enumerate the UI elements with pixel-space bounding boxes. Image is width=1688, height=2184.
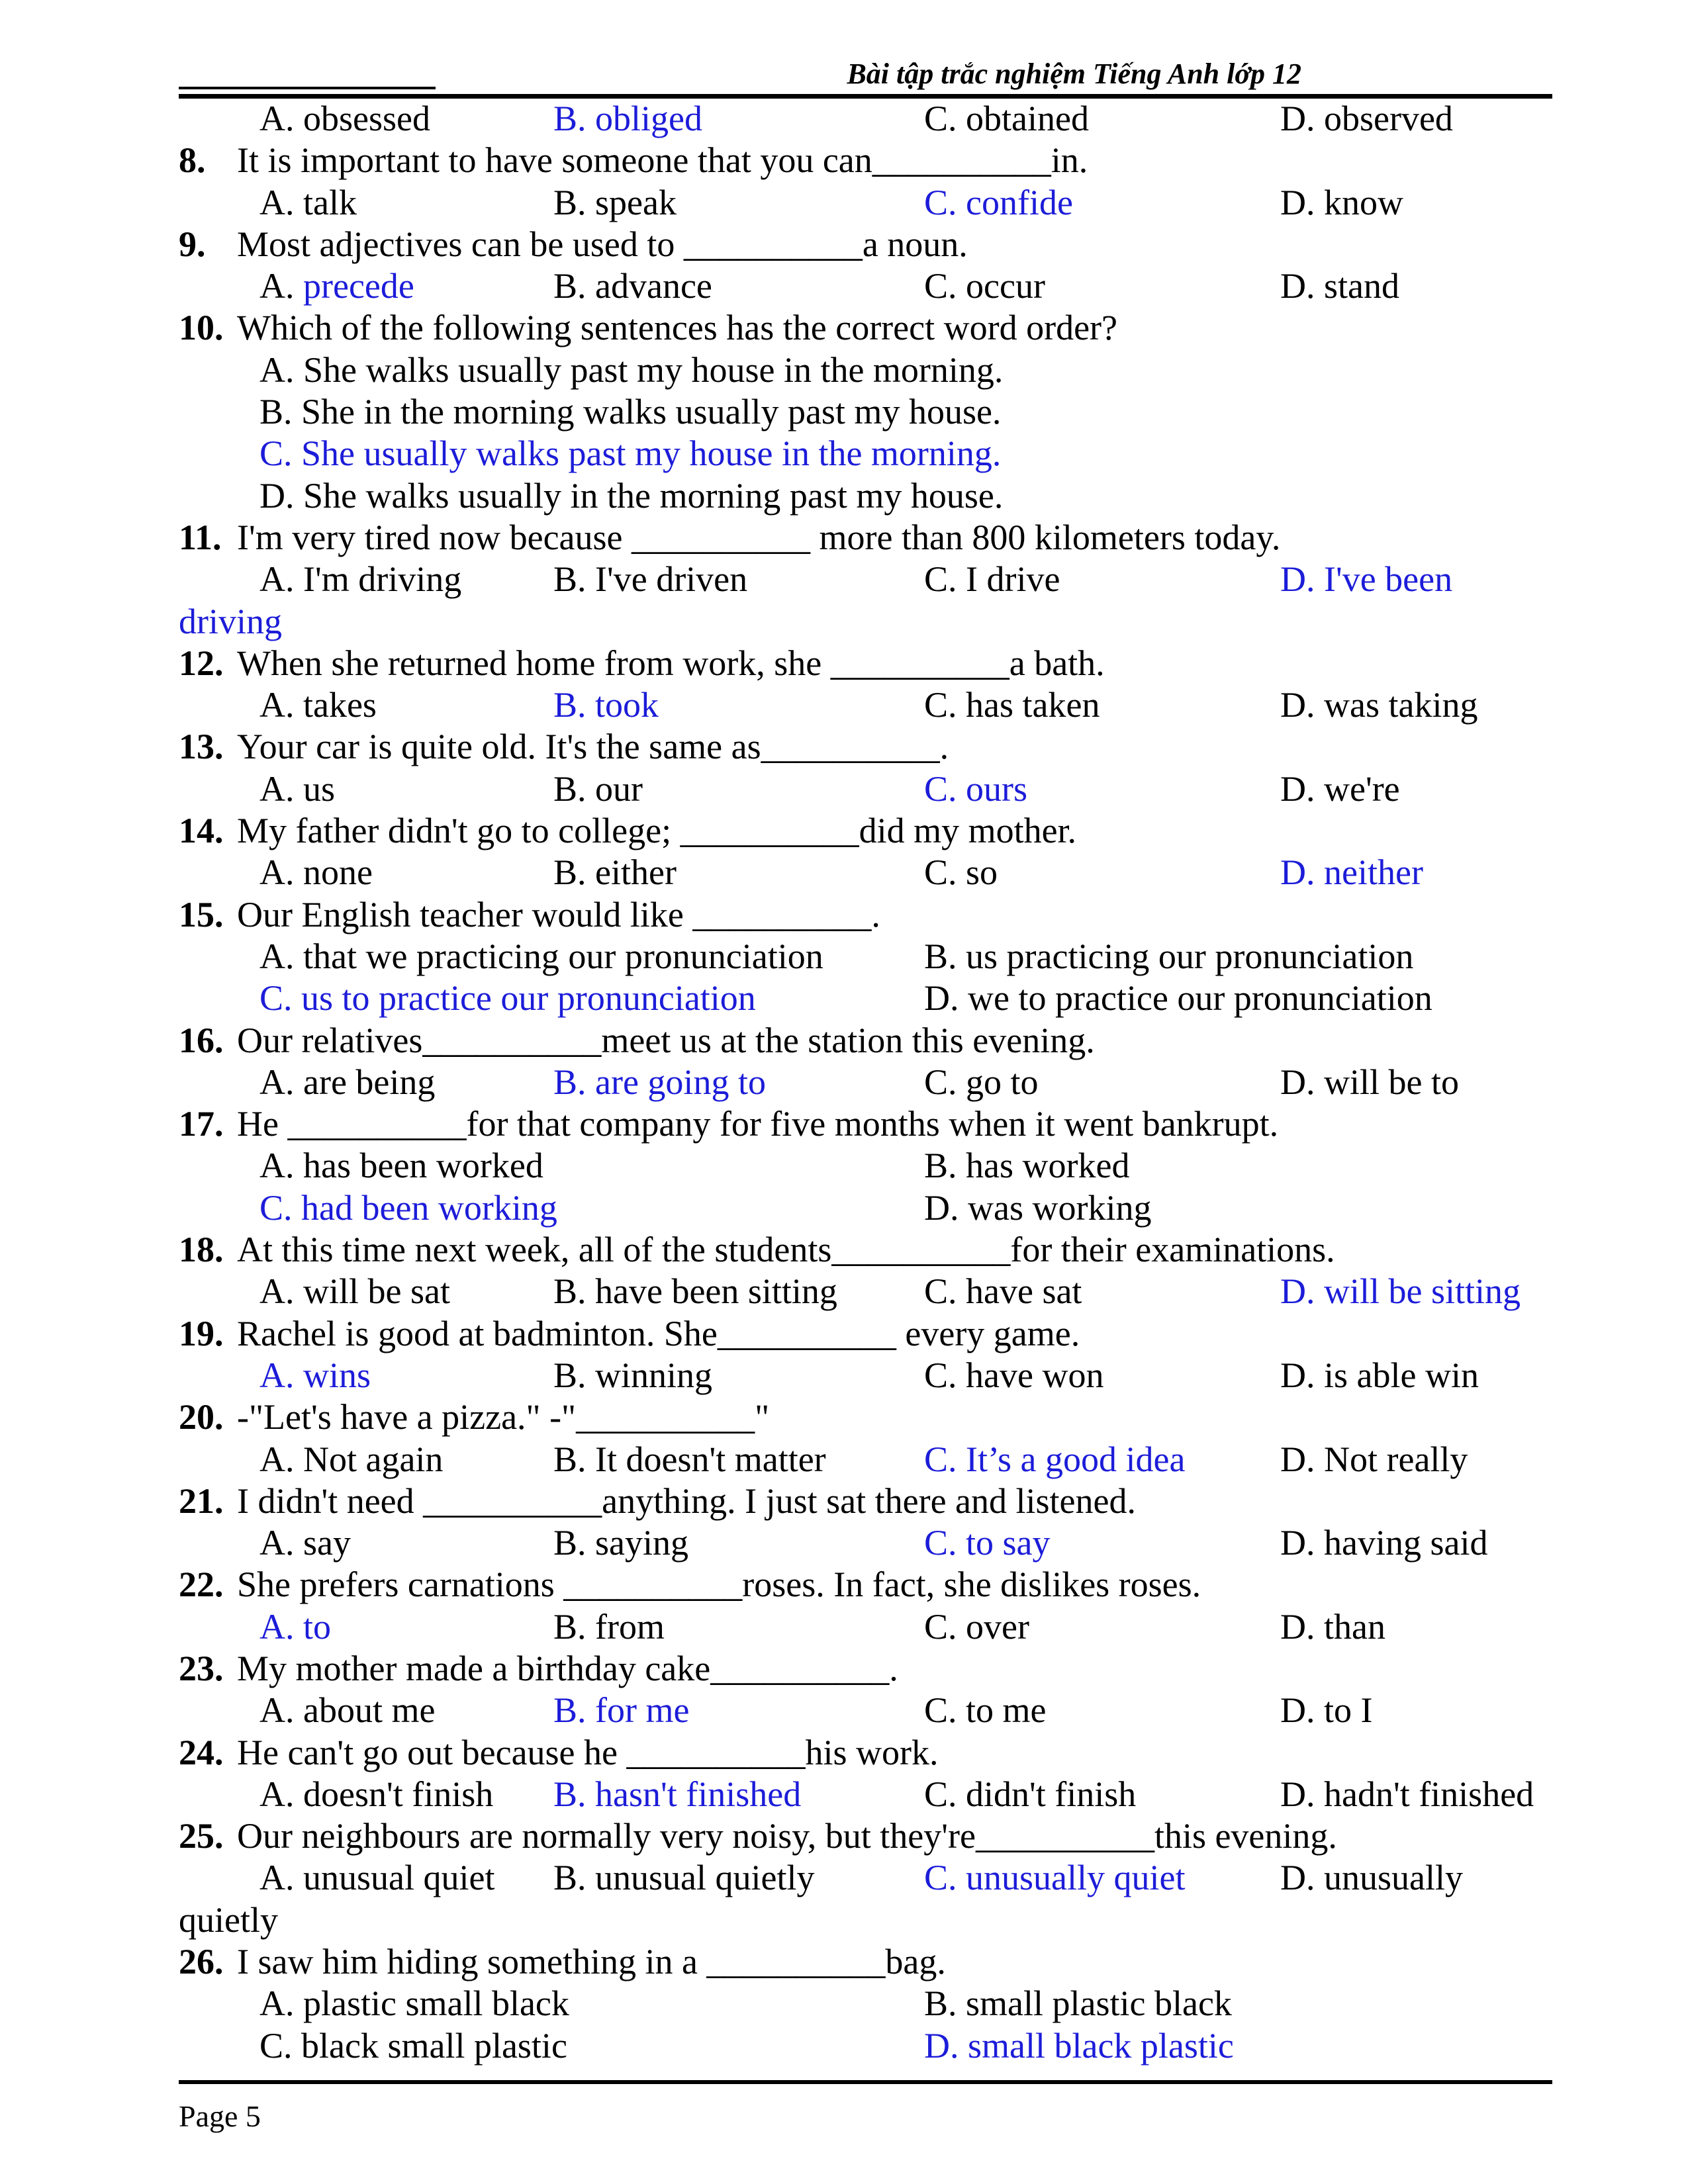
option-c-answer: C. ours (924, 768, 1028, 809)
option-d: D. was working (924, 1187, 1152, 1228)
option-b-answer: B. for me (553, 1690, 690, 1731)
option-b: B. our (553, 768, 643, 809)
options-row (0, 1062, 1688, 1103)
option-d: D. is able win (1280, 1355, 1479, 1395)
question-stem: Your car is quite old. It's the same as__________. (237, 727, 949, 767)
question-stem: My father didn't go to college; __________did my mother. (237, 811, 1077, 851)
option-c: C. black small plastic (259, 2025, 567, 2066)
option-a: A. Not again (259, 1439, 444, 1479)
option-a (259, 265, 414, 307)
question-stem: When she returned home from work, she __________a bath. (237, 643, 1105, 683)
option-d-answer-wrap: driving (179, 601, 282, 641)
question-stem: -"Let's have a pizza." -"__________" (237, 1397, 770, 1437)
question-stem: Which of the following sentences has the correct word order? (237, 308, 1117, 348)
option-a: A. talk (259, 182, 357, 222)
question-number: 18. (179, 1230, 224, 1270)
option-c: C. has taken (924, 685, 1100, 725)
option-d-answer: D. I've been (1280, 559, 1453, 600)
option-c: C. have won (924, 1355, 1104, 1395)
options-row (0, 559, 1688, 600)
question-number: 11. (179, 517, 222, 557)
option-d: D. observed (1280, 99, 1453, 138)
question-row (0, 517, 1688, 559)
option-a: A. about me (259, 1690, 436, 1731)
options-row (0, 978, 1688, 1019)
question-stem: At this time next week, all of the students__________for their examinations. (237, 1230, 1335, 1270)
question-row (0, 1480, 1688, 1522)
option-a: A. unusual quiet (259, 1858, 495, 1898)
option-c-answer: C. us to practice our pronunciation (259, 978, 756, 1019)
options-row (0, 182, 1688, 224)
question-row (0, 224, 1688, 265)
option-a: A. obsessed (259, 99, 430, 138)
option-c: C. go to (924, 1062, 1039, 1102)
option-a: A. will be sat (259, 1271, 450, 1312)
options-row (0, 349, 1688, 391)
options-row (0, 768, 1688, 810)
option-c: C. so (924, 852, 998, 893)
question-number: 22. (179, 1565, 224, 1605)
question-stem: Our neighbours are normally very noisy, but they're__________this evening. (237, 1816, 1337, 1856)
options-row (0, 1522, 1688, 1564)
question-number: 24. (179, 1732, 224, 1772)
option-d: D. than (1280, 1606, 1385, 1647)
question-stem: I'm very tired now because __________ more than 800 kilometers today. (237, 517, 1281, 557)
options-row (0, 1983, 1688, 2025)
question-stem: I saw him hiding something in a __________bag. (237, 1942, 946, 1982)
option-d: D. we to practice our pronunciation (924, 978, 1432, 1019)
question-number: 23. (179, 1648, 224, 1688)
option-b: B. winning (553, 1355, 713, 1395)
option-c: C. obtained (924, 99, 1089, 138)
option-d: D. was taking (1280, 685, 1478, 725)
question-number: 16. (179, 1020, 224, 1060)
question-list (0, 98, 1688, 2067)
option-a: A. say (259, 1523, 351, 1563)
question-number: 20. (179, 1397, 224, 1437)
question-row (0, 1313, 1688, 1355)
option-d: D. stand (1280, 266, 1399, 306)
option-c-answer: C. unusually quiet (924, 1858, 1186, 1898)
options-row (0, 684, 1688, 726)
option-d-wrap: quietly (179, 1899, 278, 1940)
options-row (0, 1355, 1688, 1396)
option-c-answer: C. It’s a good idea (924, 1439, 1186, 1479)
option-d: D. unusually (1280, 1858, 1463, 1898)
option-a: A. are being (259, 1062, 436, 1102)
options-row (0, 1774, 1688, 1815)
question-number: 10. (179, 308, 224, 348)
option-c: C. didn't finish (924, 1774, 1137, 1814)
question-stem: It is important to have someone that you can__________in. (237, 140, 1088, 181)
option-b: B. She in the morning walks usually past my house. (259, 392, 1002, 432)
option-a-answer: A. to (259, 1606, 331, 1647)
question-number: 15. (179, 894, 224, 934)
option-a: A. none (259, 852, 373, 893)
option-b: B. has worked (924, 1146, 1130, 1186)
option-a-prefix: A. (259, 266, 303, 306)
question-row (0, 1732, 1688, 1774)
question-row (0, 1103, 1688, 1145)
option-b: B. I've driven (553, 559, 748, 600)
option-a: A. I'm driving (259, 559, 462, 600)
question-stem: Our relatives__________meet us at the station this evening. (237, 1020, 1095, 1060)
page-number: Page 5 (179, 2099, 261, 2133)
footer-rule (179, 2080, 1552, 2084)
options-row (0, 475, 1688, 517)
question-row (0, 1564, 1688, 1606)
option-a: A. that we practicing our pronunciation (259, 936, 823, 976)
question-number: 14. (179, 811, 224, 851)
option-d-answer: D. small black plastic (924, 2025, 1234, 2066)
question-number: 17. (179, 1104, 224, 1144)
option-d-answer: D. neither (1280, 852, 1423, 893)
option-a: A. plastic small black (259, 1983, 569, 2024)
option-a-answer-word: precede (303, 266, 414, 306)
question-number: 21. (179, 1480, 224, 1521)
question-stem: Most adjectives can be used to __________a noun. (237, 224, 968, 264)
question-number: 25. (179, 1816, 224, 1856)
document-header-title: Bài tập trắc nghiệm Tiếng Anh lớp 12 (847, 58, 1301, 90)
options-row (0, 1145, 1688, 1187)
options-row (0, 433, 1688, 475)
question-stem: She prefers carnations __________roses. In fact, she dislikes roses. (237, 1565, 1201, 1605)
question-row (0, 1396, 1688, 1438)
question-number: 8. (179, 140, 206, 181)
question-stem: Rachel is good at badminton. She__________ every game. (237, 1313, 1080, 1353)
options-row-wrap (0, 601, 1688, 643)
options-row (0, 852, 1688, 893)
option-c-answer: C. to say (924, 1523, 1051, 1563)
option-c: C. occur (924, 266, 1045, 306)
option-b: B. from (553, 1606, 665, 1647)
option-b: B. small plastic black (924, 1983, 1232, 2024)
option-a: A. She walks usually past my house in the morning. (259, 349, 1004, 390)
option-b: B. speak (553, 182, 677, 222)
question-row (0, 810, 1688, 852)
option-b: B. either (553, 852, 677, 893)
option-b: B. have been sitting (553, 1271, 837, 1312)
option-b-answer: B. hasn't finished (553, 1774, 802, 1814)
question-number: 12. (179, 643, 224, 683)
question-row (0, 1020, 1688, 1062)
question-stem: He __________for that company for five months when it went bankrupt. (237, 1104, 1279, 1144)
options-row-wrap (0, 1899, 1688, 1941)
question-row (0, 1648, 1688, 1690)
question-stem: I didn't need __________anything. I just sat there and listened. (237, 1480, 1136, 1521)
question-stem: He can't go out because he __________his work. (237, 1732, 939, 1772)
option-c: C. over (924, 1606, 1029, 1647)
options-row (0, 391, 1688, 433)
options-row (0, 1857, 1688, 1899)
option-c: C. I drive (924, 559, 1060, 600)
option-d: D. having said (1280, 1523, 1488, 1563)
header-underline (179, 87, 436, 89)
question-row (0, 307, 1688, 349)
option-d-answer: D. will be sitting (1280, 1271, 1521, 1312)
option-c: C. to me (924, 1690, 1047, 1731)
option-b: B. us practicing our pronunciation (924, 936, 1414, 976)
question-number: 26. (179, 1942, 224, 1982)
question-row (0, 140, 1688, 181)
options-row (0, 1271, 1688, 1312)
option-c-answer: C. confide (924, 182, 1073, 222)
option-c-answer: C. had been working (259, 1187, 557, 1228)
options-row (0, 1606, 1688, 1648)
question-number: 13. (179, 727, 224, 767)
question-stem: My mother made a birthday cake__________. (237, 1648, 898, 1688)
option-d: D. know (1280, 182, 1403, 222)
question-row (0, 643, 1688, 684)
question-row (0, 894, 1688, 936)
options-row (0, 265, 1688, 307)
question-number: 9. (179, 224, 206, 264)
option-b: B. saying (553, 1523, 689, 1563)
option-d: D. will be to (1280, 1062, 1459, 1102)
option-a: A. doesn't finish (259, 1774, 494, 1814)
question-row (0, 1941, 1688, 1983)
option-d: D. we're (1280, 768, 1400, 809)
option-a: A. has been worked (259, 1146, 543, 1186)
option-d: D. to I (1280, 1690, 1373, 1731)
question-row (0, 1815, 1688, 1857)
options-row (0, 2025, 1688, 2067)
option-b-answer: B. are going to (553, 1062, 766, 1102)
question-number: 19. (179, 1313, 224, 1353)
options-row (0, 1439, 1688, 1480)
option-d: D. Not really (1280, 1439, 1468, 1479)
option-b: B. It doesn't matter (553, 1439, 826, 1479)
option-b: B. advance (553, 266, 712, 306)
options-row (0, 1690, 1688, 1731)
option-a-answer: A. wins (259, 1355, 371, 1395)
option-d: D. hadn't finished (1280, 1774, 1534, 1814)
option-b-answer: B. obliged (553, 99, 702, 138)
option-c-answer: C. She usually walks past my house in the morning. (259, 433, 1002, 474)
question-row (0, 726, 1688, 768)
options-row (0, 98, 1688, 140)
options-row (0, 1187, 1688, 1229)
option-b-answer: B. took (553, 685, 659, 725)
option-b: B. unusual quietly (553, 1858, 815, 1898)
options-row (0, 936, 1688, 978)
option-a: A. takes (259, 685, 377, 725)
option-a: A. us (259, 768, 336, 809)
option-c: C. have sat (924, 1271, 1082, 1312)
option-d: D. She walks usually in the morning past my house. (259, 475, 1004, 516)
question-row (0, 1229, 1688, 1271)
question-stem: Our English teacher would like __________. (237, 894, 880, 934)
